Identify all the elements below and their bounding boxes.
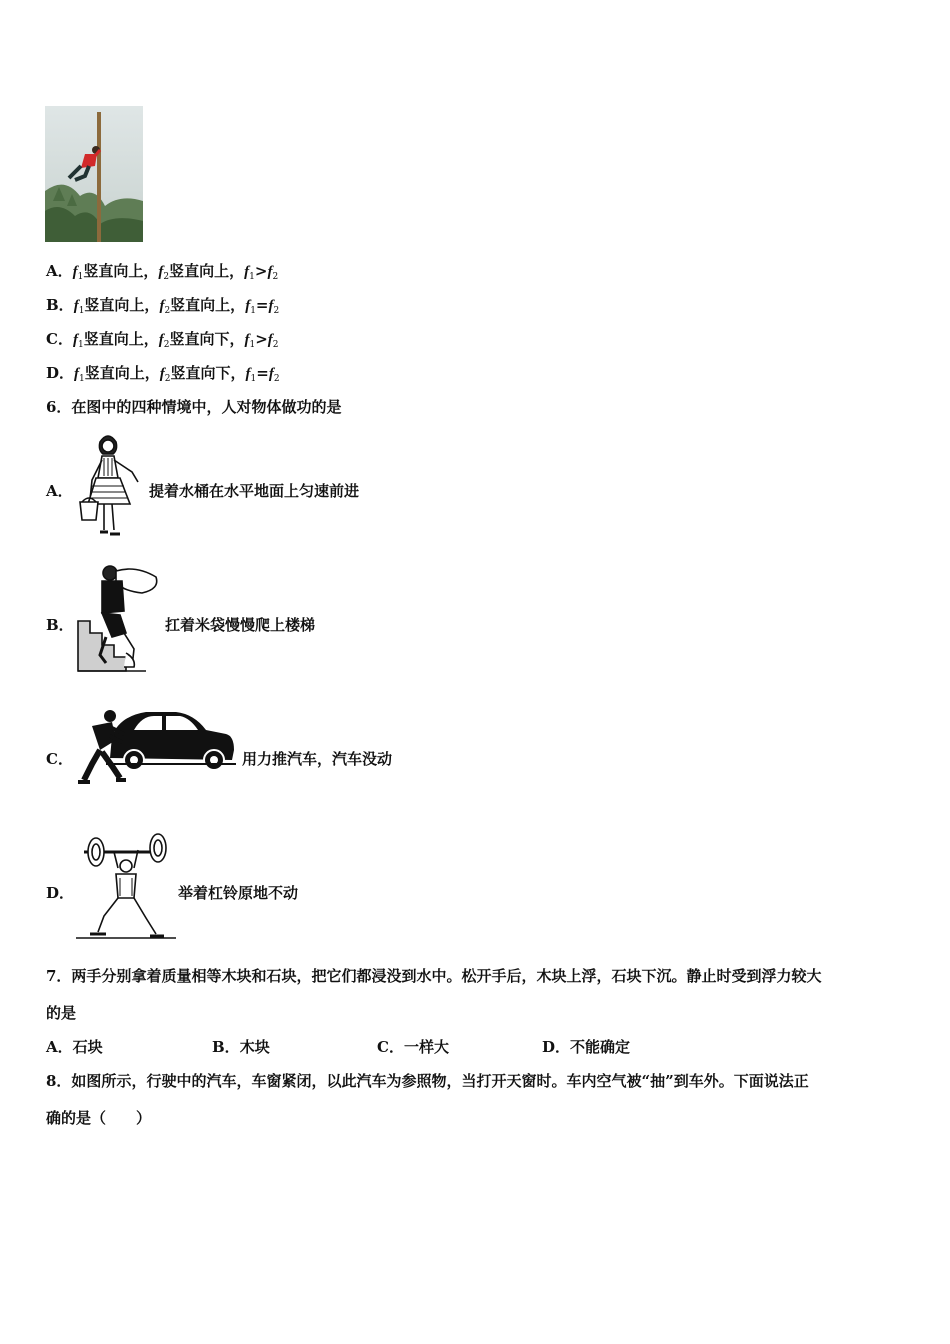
q8-stem-line1: 8．如图所示，行驶中的汽车，车窗紧闭，以此汽车为参照物，当打开天窗时。车内空气被“抽”到车外。下面说法正 — [46, 1072, 809, 1090]
q6-option-a-label[interactable]: A． — [46, 482, 73, 500]
q6-option-b-label[interactable]: B． — [46, 616, 74, 634]
pole-climber-photo — [45, 106, 143, 242]
q6-option-d-label[interactable]: D． — [46, 884, 75, 902]
q5-option-a[interactable]: A．$f_1$竖直向上，$f_2$竖直向上，$f_1>f_2$ — [46, 262, 279, 282]
q6-option-a-text: 提着水桶在水平地面上匀速前进 — [149, 482, 360, 500]
q6-option-c-text: 用力推汽车，汽车没动 — [242, 750, 393, 768]
man-climbing-stairs-illustration — [76, 563, 162, 673]
q5-option-c[interactable]: C．$f_1$竖直向上，$f_2$竖直向下，$f_1>f_2$ — [46, 330, 279, 350]
q6-option-b-text: 扛着米袋慢慢爬上楼梯 — [165, 616, 316, 634]
q5-option-d[interactable]: D．$f_1$竖直向上，$f_2$竖直向下，$f_1=f_2$ — [46, 364, 280, 384]
q7-stem-line1: 7．两手分别拿着质量相等木块和石块，把它们都浸没到水中。松开手后，木块上浮，石块下沉。静止时受到浮力较大 — [46, 967, 822, 985]
q7-option-c[interactable]: C．一样大 — [377, 1038, 449, 1056]
girl-carrying-bucket-illustration — [76, 430, 146, 545]
q7-option-d[interactable]: D．不能确定 — [542, 1038, 631, 1056]
weightlifter-illustration — [76, 828, 176, 940]
man-pushing-car-illustration — [76, 706, 236, 790]
q6-option-c-label[interactable]: C． — [46, 750, 73, 768]
q7-option-b[interactable]: B．木块 — [212, 1038, 270, 1056]
q5-option-b[interactable]: B．$f_1$竖直向上，$f_2$竖直向上，$f_1=f_2$ — [46, 296, 280, 316]
q7-option-a[interactable]: A．石块 — [46, 1038, 103, 1056]
q8-stem-line2: 确的是（ ） — [46, 1109, 152, 1127]
q6-option-d-text: 举着杠铃原地不动 — [178, 884, 299, 902]
q6-stem: 6．在图中的四种情境中，人对物体做功的是 — [46, 398, 342, 416]
q7-stem-line2: 的是 — [46, 1004, 77, 1022]
